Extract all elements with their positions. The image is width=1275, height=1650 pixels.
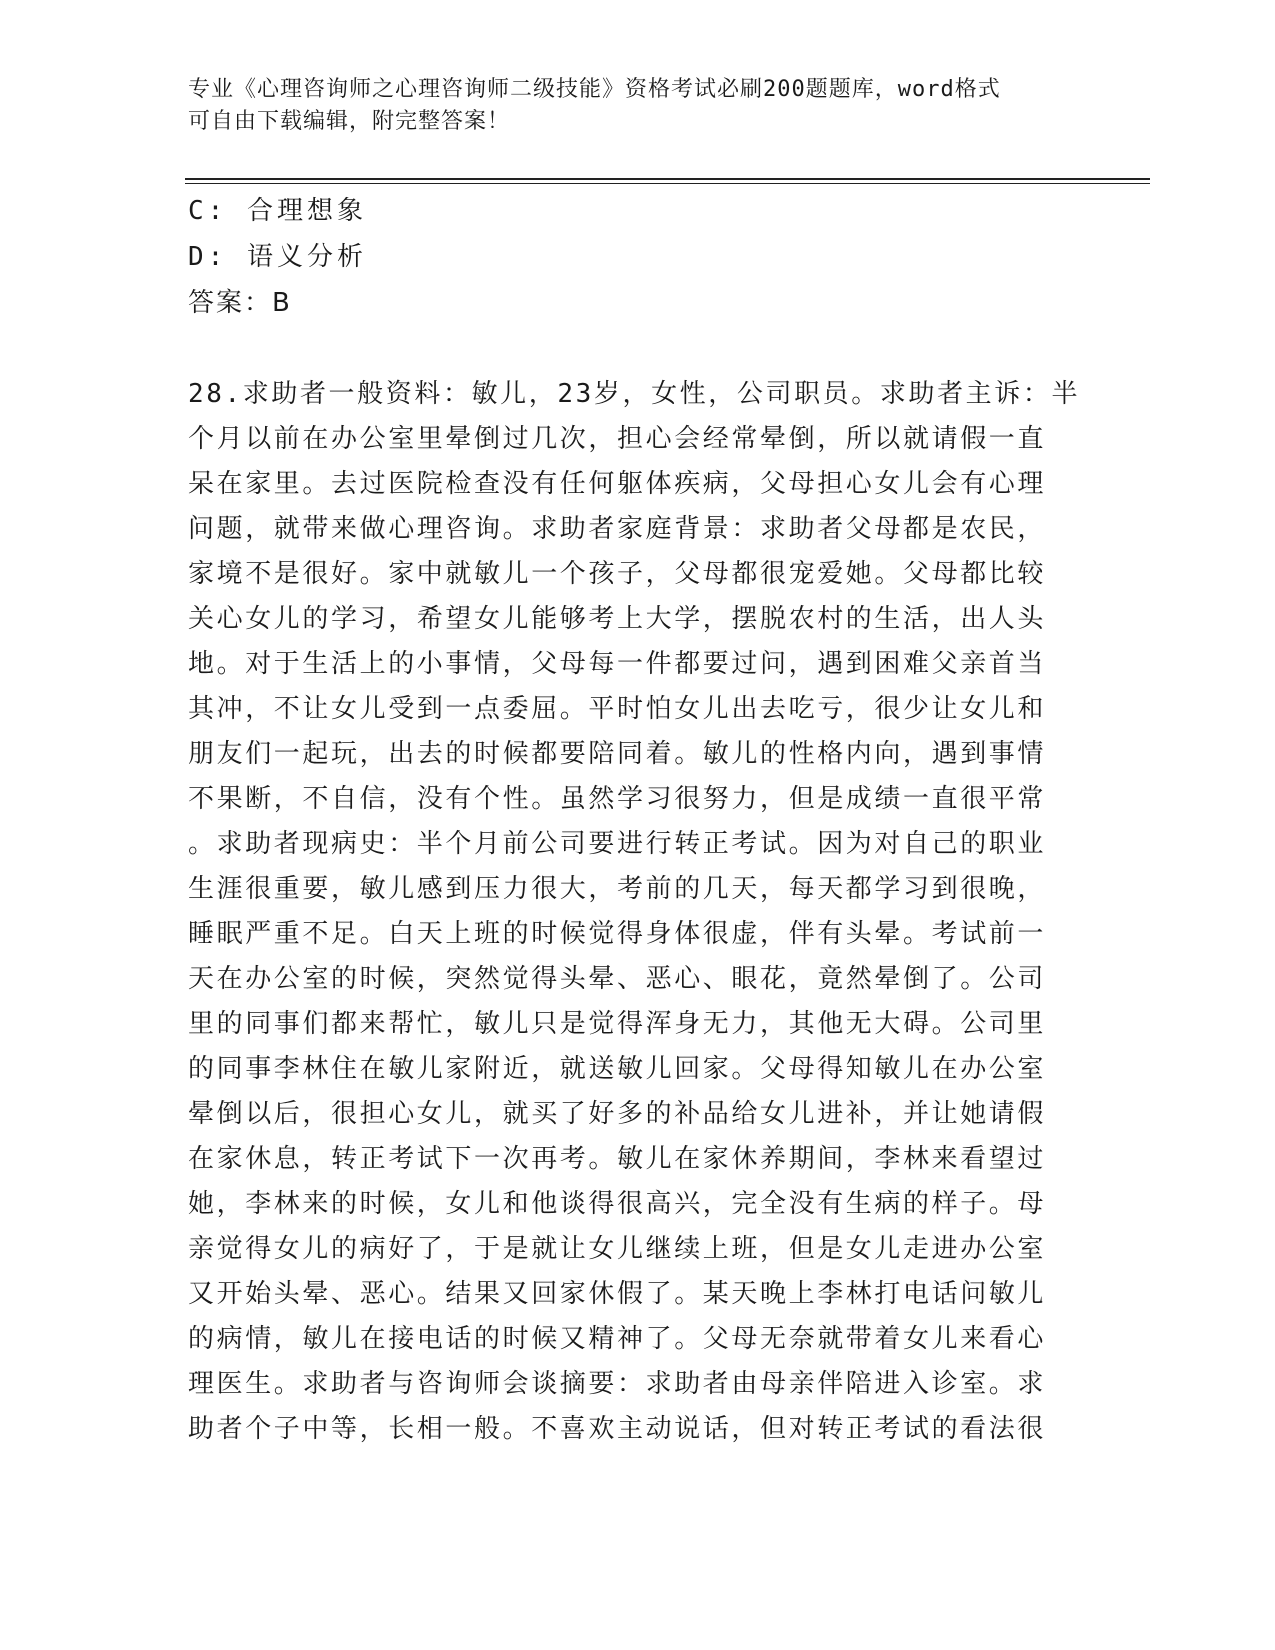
question-line: 其冲，不让女儿受到一点委屈。平时怕女儿出去吃亏，很少让女儿和 [188,694,1047,724]
question-line: 晕倒以后，很担心女儿，就买了好多的补品给女儿进补，并让她请假 [188,1099,1047,1129]
question-line: 个月以前在办公室里晕倒过几次，担心会经常晕倒，所以就请假一直 [188,424,1047,454]
option-c: C: 合理想象 [188,196,367,226]
question-line: 的病情，敏儿在接电话的时候又精神了。父母无奈就带着女儿来看心 [188,1324,1047,1354]
question-line: 亲觉得女儿的病好了，于是就让女儿继续上班，但是女儿走进办公室 [188,1234,1047,1264]
question-line: 的同事李林住在敏儿家附近，就送敏儿回家。父母得知敏儿在办公室 [188,1054,1047,1084]
question-line: 她，李林来的时候，女儿和他谈得很高兴，完全没有生病的样子。母 [188,1189,1047,1219]
question-line: 呆在家里。去过医院检查没有任何躯体疾病，父母担心女儿会有心理 [188,469,1047,499]
header-divider [185,178,1150,180]
question-line: 。求助者现病史：半个月前公司要进行转正考试。因为对自己的职业 [188,829,1047,859]
question-line: 朋友们一起玩，出去的时候都要陪同着。敏儿的性格内向，遇到事情 [188,739,1047,769]
question-line: 又开始头晕、恶心。结果又回家休假了。某天晚上李林打电话问敏儿 [188,1279,1047,1309]
question-28 [188,372,1088,1452]
question-line: 地。对于生活上的小事情，父母每一件都要过问，遇到困难父亲首当 [188,649,1047,679]
header-divider-thin [185,183,1150,184]
question-line: 在家休息，转正考试下一次再考。敏儿在家休养期间，李林来看望过 [188,1144,1047,1174]
question-line: 天在办公室的时候，突然觉得头晕、恶心、眼花，竟然晕倒了。公司 [188,964,1047,994]
document-header [188,74,1068,138]
answer-options [188,188,367,280]
question-line: 28.求助者一般资料：敏儿，23岁，女性，公司职员。求助者主诉：半 [188,379,1081,409]
question-line: 理医生。求助者与咨询师会谈摘要：求助者由母亲伴陪进入诊室。求 [188,1369,1047,1399]
question-line: 家境不是很好。家中就敏儿一个孩子，父母都很宠爱她。父母都比较 [188,559,1047,589]
question-line: 关心女儿的学习，希望女儿能够考上大学，摆脱农村的生活，出人头 [188,604,1047,634]
option-d: D: 语义分析 [188,242,367,272]
header-line-2: 可自由下载编辑，附完整答案！ [188,109,511,134]
answer-line: 答案：B [188,288,292,318]
header-line-1: 专业《心理咨询师之心理咨询师二级技能》资格考试必刷200题题库，word格式 [188,77,1001,102]
question-line: 生涯很重要，敏儿感到压力很大，考前的几天，每天都学习到很晚， [188,874,1047,904]
question-line: 睡眠严重不足。白天上班的时候觉得身体很虚，伴有头晕。考试前一 [188,919,1047,949]
question-line: 助者个子中等，长相一般。不喜欢主动说话，但对转正考试的看法很 [188,1414,1047,1444]
question-line: 问题，就带来做心理咨询。求助者家庭背景：求助者父母都是农民， [188,514,1047,544]
question-line: 不果断，不自信，没有个性。虽然学习很努力，但是成绩一直很平常 [188,784,1047,814]
question-line: 里的同事们都来帮忙，敏儿只是觉得浑身无力，其他无大碍。公司里 [188,1009,1047,1039]
